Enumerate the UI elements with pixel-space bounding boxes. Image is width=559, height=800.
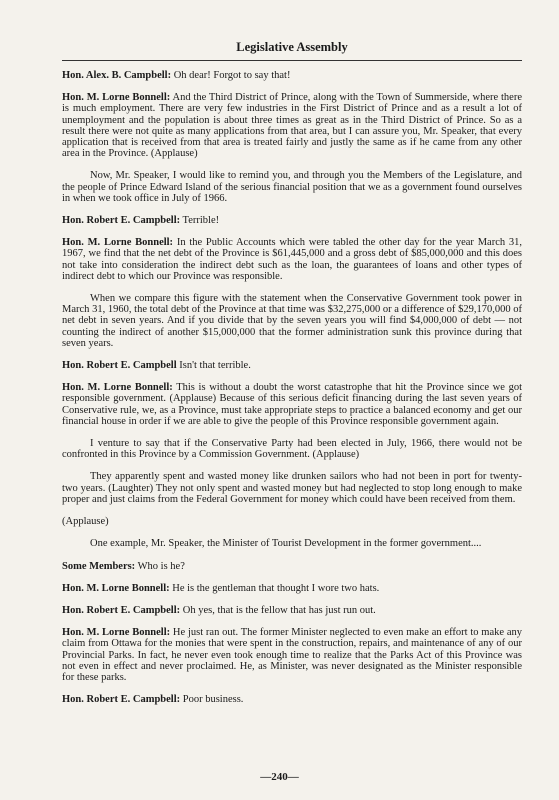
speaker-name: Hon. M. Lorne Bonnell: — [62, 382, 173, 394]
speech-text: Oh yes, that is the fellow that has just run out. — [180, 604, 376, 616]
speaker-name: Some Members: — [62, 560, 136, 572]
transcript-paragraph — [62, 293, 522, 349]
transcript-paragraph — [62, 538, 522, 549]
speaker-name: Hon. Robert E. Campbell — [62, 360, 177, 372]
speaker-name: Hon. M. Lorne Bonnell: — [62, 627, 171, 639]
transcript-paragraph — [62, 360, 522, 371]
transcript-paragraph — [62, 516, 522, 527]
speech-text: This is without a doubt the worst catastrophe that hit the Province since we got responsible government. (Applause) Because of this serious deficit financing during the last seven years of Conservative rule, we, as a Province, must take appropriate steps to practice a balanced economy and get our financial house in order if we are able to give the people of this Province responsible government again. — [62, 382, 522, 427]
header-rule — [62, 60, 522, 61]
speaker-name: Hon. Robert E. Campbell: — [62, 215, 181, 227]
speaker-name: Hon. M. Lorne Bonnell: — [62, 237, 174, 249]
transcript-paragraph — [62, 438, 522, 460]
speech-text: Poor business. — [180, 694, 244, 706]
transcript-body — [62, 70, 522, 716]
speaker-name: Hon. Robert E. Campbell: — [62, 694, 181, 706]
transcript-paragraph — [62, 237, 522, 282]
speaker-name: Hon. M. Lorne Bonnell: — [62, 582, 170, 594]
transcript-paragraph — [62, 605, 522, 616]
speech-text: He just ran out. The former Minister neglected to even make an effort to make any claim from Ottawa for the monies that were spent in the construction, repairs, and maintenance of any of our Provincial Parks. In fact, he never even took enough time to realize that the Parks Act of this Province was not even in effect and never proclaimed. He, as Minister, was never designated as the Minister responsible for these parks. — [62, 627, 523, 683]
speech-text: I venture to say that if the Conservative Party had been elected in July, 1966, there would not be confronted in this Province by a Commission Government. (Applause) — [62, 438, 522, 461]
speech-text: In the Public Accounts which were tabled the other day for the year March 31, 1967, we find that the net debt of the Province is $61,445,000 and a gross debt of $85,000,000 and this does not take into consideration the indirect debt such as the loan, the guarantees of loans and other types of indirect debt to which our Province was responsible. — [62, 237, 522, 282]
transcript-paragraph — [62, 92, 522, 159]
page-number: —240— — [260, 771, 299, 783]
transcript-paragraph — [62, 382, 522, 427]
speaker-name: Hon. M. Lorne Bonnell: — [62, 92, 171, 104]
speech-text: Terrible! — [180, 215, 220, 227]
speech-text: Oh dear! Forgot to say that! — [171, 70, 291, 81]
speech-text: Isn't that terrible. — [176, 360, 251, 372]
transcript-paragraph — [62, 215, 522, 226]
speech-text: They apparently spent and wasted money like drunken sailors who had not been in port for twenty-two years. (Laughter) They not only spent and wasted money but had neglected to stop long enough to make proper and just claims from the Federal Government for money which could have been received from them. — [62, 471, 522, 505]
speaker-name: Hon. Robert E. Campbell: — [62, 604, 181, 616]
transcript-paragraph — [62, 471, 522, 505]
speech-text: Who is he? — [135, 560, 185, 572]
speech-text: And the Third District of Prince, along with the Town of Summerside, where there is much employment. There are very few industries in the First District of Prince and as a result a lot of unemployment and the population is about three times as great as in the Third District of Prince. So as a result there were not quite as many applications from that area, but I can assure you, Mr. Speaker, that every application that is received from that area is treated fairly and justly the same as if he came from any other area in the Province. (Applause) — [62, 92, 522, 160]
speech-text: He is the gentleman that thought I wore two hats. — [169, 582, 380, 594]
speech-text: When we compare this figure with the statement when the Conservative Government took power in March 31, 1960, the total debt of the Province at that time was $32,275,000 or a difference of $29,170,000 of net debt in seven years. And if you divide that by the seven years you will find $4,000,000 of debt — not counting the indirect of another $15,000,000 that the former administration sunk this province during that seven years. — [62, 293, 522, 349]
transcript-paragraph — [62, 70, 522, 81]
transcript-paragraph — [62, 561, 522, 572]
transcript-paragraph — [62, 170, 522, 204]
speech-text: (Applause) — [62, 516, 109, 528]
transcript-paragraph — [62, 627, 522, 683]
page-header: Legislative Assembly — [236, 40, 348, 54]
transcript-paragraph — [62, 583, 522, 594]
transcript-paragraph — [62, 694, 522, 705]
speech-text: One example, Mr. Speaker, the Minister of Tourist Development in the former government.... — [90, 538, 482, 550]
speaker-name: Hon. Alex. B. Campbell: — [62, 70, 172, 81]
speech-text: Now, Mr. Speaker, I would like to remind you, and through you the Members of the Legislature, and the people of Prince Edward Island of the serious financial position that we as a government found ourselves in when we took office in July of 1966. — [62, 170, 522, 204]
